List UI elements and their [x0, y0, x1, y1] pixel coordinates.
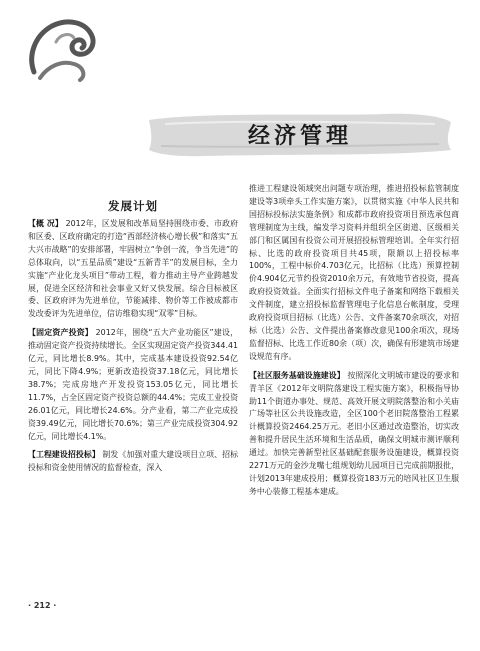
decorative-swirl-logo [26, 12, 102, 84]
paragraph-body: 制发《加强对重大建设项目立项、招标投标和资金使用情况的监督检查，深入 [28, 450, 238, 473]
right-column [249, 183, 459, 499]
left-column [28, 218, 238, 475]
paragraph-heading: 【概 况】 [28, 219, 63, 228]
paragraph-community-facilities [249, 370, 459, 499]
section-title: 发展计划 [108, 199, 158, 213]
paragraph-body: 推进工程建设领域突出问题专项治理，推进招投标监管制度建设等3项牵头工作实施方案》，以贯彻实施《中华人民共和国招标投标法实施条例》和成都市政府投资项目预选承包商管理制度为主线，编发学习资料并组织全区街道、区级相关部门和区属国有投资公司开展招投标管理培训。全年实行招标、比选的政府投资项目共45项，限额以上招投标率100%，工程中标价4.703亿元，比招标（比选）预算控制价4.904亿元节约投资2010余万元，有效地节省投资，提高政府投资效益。全面实行招标文件电子备案和网络下载相关文件制度，建立招投标监督管理电子化信息台帐制度，受理政府投资项目招标（比选）公告、文件备案70余项次，对招标（比选）公告、文件提出备案修改意见100余项次，现场监督招标、比选工作近80余（项）次，确保有形建筑市场建设规范有序。 [249, 184, 459, 361]
paragraph-body: 按照深化文明城市建设的要求和青羊区《2012年文明院落建设工程实施方案》，积极指导协助11个街道办事处、规范、高效开展文明院落整治和小关庙广场等社区公共设施改造，全区100个老旧院落整治工程累计概算投资2464.25万元。老旧小区通过改造整治，切实改善和提升居民生活环境和生活品质，确保文明城市测评顺利通过。加快完善新型社区基础配套服务设施建设，概算投资2271万元的金沙龙嘴七组规划幼儿园项目已完成前期报批，计划2013年建成投用；概算投资183万元的培风社区卫生服务中心装修工程基本建成。 [249, 370, 459, 496]
paragraph-fixed-asset-investment [28, 327, 238, 443]
paragraph-heading: 【固定资产投资】 [28, 328, 93, 338]
paragraph-overview [28, 218, 238, 321]
paragraph-heading: 【工程建设招投标】 [28, 450, 100, 460]
chapter-title: 经济管理 [247, 122, 352, 149]
chapter-banner [145, 110, 455, 158]
paragraph-bidding [28, 449, 238, 475]
page-number: · 212 · [28, 601, 57, 610]
paragraph-bidding-continued [249, 183, 459, 364]
paragraph-body: 2012年，区发展和改革局坚持围绕市委、市政府和区委、区政府确定的打造“西部经济核心增长极”和落实“五大兴市战略”的安排部署，牢固树立“争创一流，争当先进”的总体取向，以“五星品质”建设“五新青羊”的发展目标，全力实施“产业化龙头项目”带动工程，着力推动主导产业跨越发展，促进全区经济和社会事业又好又快发展。综合目标被区委、区政府评为先进单位，节能减排、物价等工作被成都市发改委评为先进单位，信访维稳实现“双零”目标。 [28, 219, 238, 319]
paragraph-heading: 【社区服务基础设施建设】 [249, 370, 345, 380]
paragraph-body: 2012年，围绕“五大产业功能区”建设，推动固定资产投资持续增长。全区实现固定资产投资344.41亿元，同比增长8.9%。其中，完成基本建设投资92.54亿元，同比下降4.9%；更新改造投资37.18亿元，同比增长38.7%；完成房地产开发投资153.05亿元，同比增长11.7%，占全区固定资产投资总额的44.4%；完成工业投资26.01亿元，同比增长24.6%。分产业看，第二产业完成投资39.49亿元，同比增长70.6%；第三产业完成投资304.92亿元，同比增长4.1%。 [28, 328, 238, 441]
